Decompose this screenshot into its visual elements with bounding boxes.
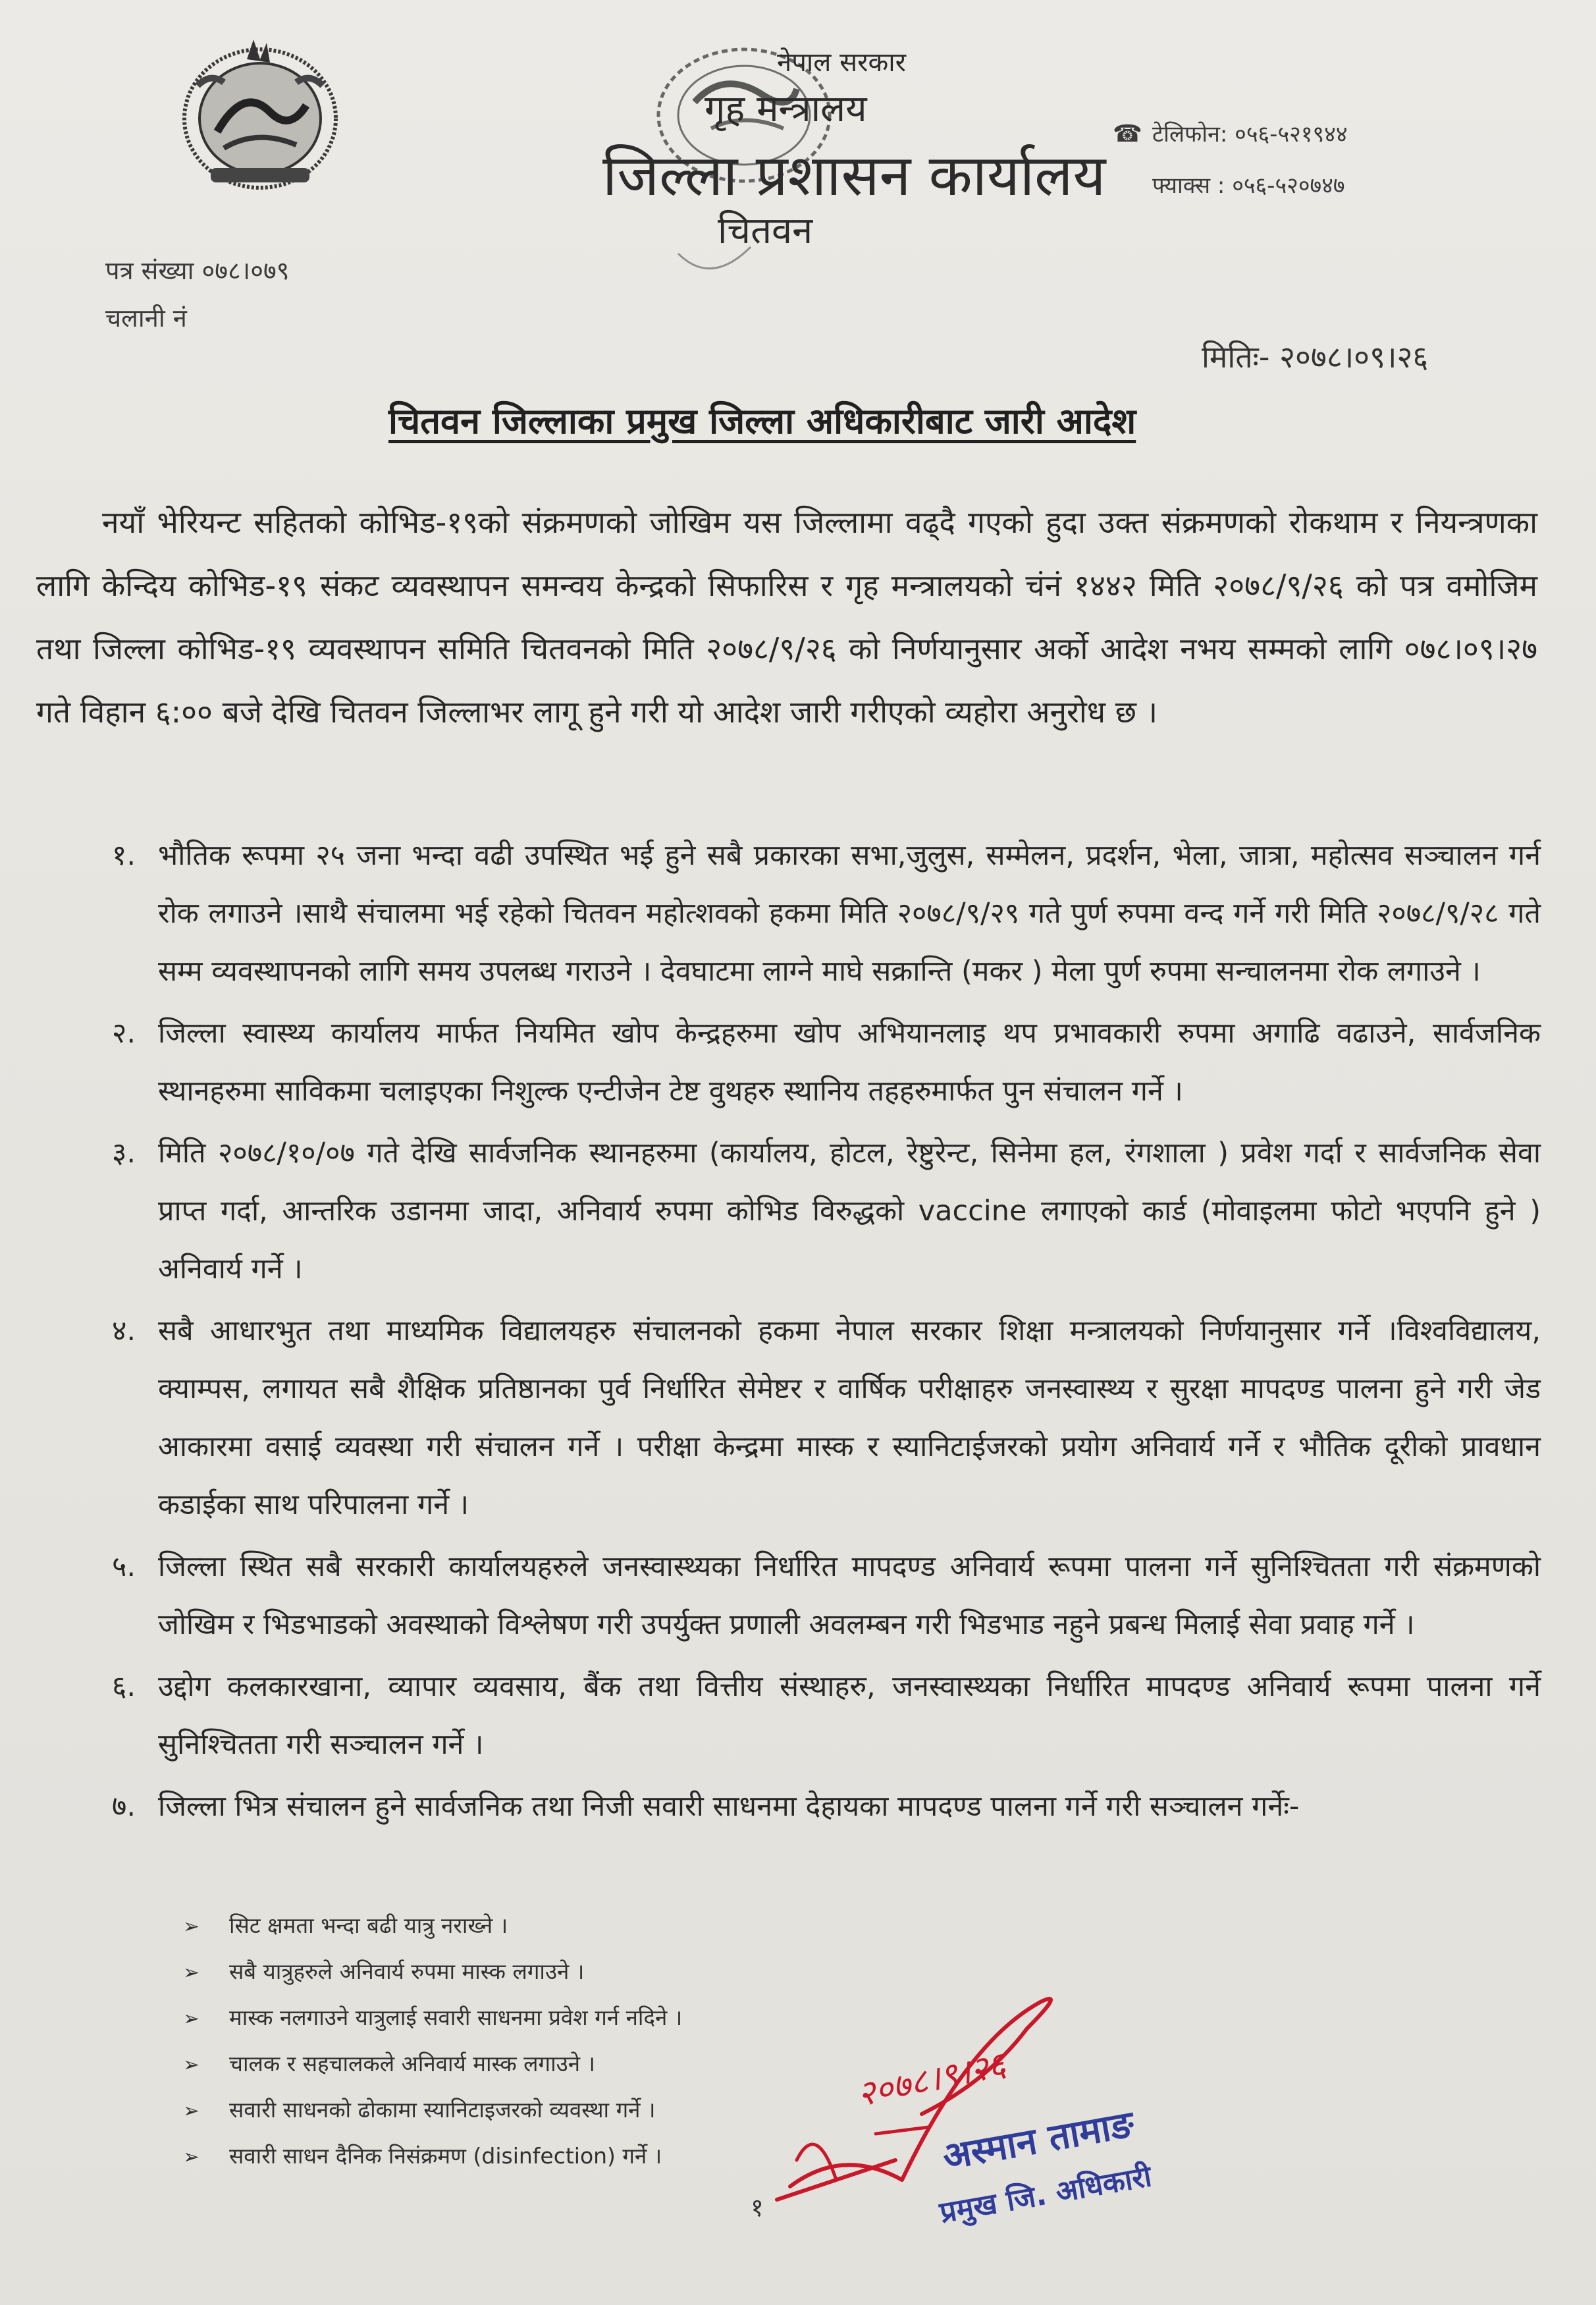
order-item — [112, 1538, 1541, 1654]
document-date: मितिः- २०७८।०९।२६ — [1202, 339, 1429, 375]
sub-item-text: चालक र सहचालकले अनिवार्य मास्क लगाउने । — [229, 2051, 596, 2076]
item-text: जिल्ला भित्र संचालन हुने सार्वजनिक तथा निजी सवारी साधनमा देहायका मापदण्ड पालना गर्ने गरी सञ्चालन गर्नेः- — [158, 1790, 1300, 1823]
item-text: उद्दोग कलकारखाना, व्यापार व्यवसाय, बैंक तथा वित्तीय संस्थाहरु, जनस्वास्थ्यका निर्धारित मापदण्ड अनिवार्य रूपमा पालना गर्ने सुनिश्चितता गरी सञ्चालन गर्ने । — [158, 1670, 1541, 1761]
order-list — [112, 827, 1541, 1839]
sub-item — [183, 1903, 907, 1949]
sub-item-text: सबै यात्रुहरुले अनिवार्य रुपमा मास्क लगाउने । — [229, 1959, 585, 1984]
item-number: ७. — [112, 1790, 136, 1823]
reference-block — [105, 247, 289, 342]
order-item — [112, 1658, 1541, 1774]
office-location: चितवन — [718, 209, 813, 252]
sub-item-text: सवारी साधनको ढोकामा स्यानिटाइजरको व्यवस्था गर्ने । — [229, 2097, 656, 2123]
dispatch-number: चलानी नं — [105, 304, 187, 333]
arrow-bullet-icon: ➢ — [183, 1961, 200, 1984]
item-text: सबै आधारभुत तथा माध्यमिक विद्यालयहरु संचालनको हकमा नेपाल सरकार शिक्षा मन्त्रालयको निर्णयानुसार गर्ने ।विश्वविद्यालय, क्याम्पस, लगायत सबै शैक्षिक प्रतिष्ठानका पुर्व निर्धारित सेमेष्टर र वार्षिक परीक्षाहरु जनस्वास्थ्य र सुरक्षा मापदण्ड पालना हुने गरी जेड आकारमा वसाई व्यवस्था गरी संचालन गर्ने । परीक्षा केन्द्रमा मास्क र स्यानिटाईजरको प्रयोग अनिवार्य गर्ने र भौतिक दूरीको प्रावधान कडाईका साथ परिपालना गर्ने । — [158, 1315, 1541, 1521]
item-text: मिति २०७८/१०/०७ गते देखि सार्वजनिक स्थानहरुमा (कार्यालय, होटल, रेष्टुरेन्ट, सिनेमा हल, रंगशाला ) प्रवेश गर्दा र सार्वजनिक सेवा प्राप्त गर्दा, आन्तरिक उडानमा जादा, अनिवार्य रुपमा कोभिड विरुद्धको vaccine लगाएको कार्ड (मोवाइलमा फोटो भएपनि हुने ) अनिवार्य गर्ने । — [158, 1137, 1541, 1286]
letter-number: पत्र संख्या ०७८।०७९ — [105, 256, 290, 285]
signature-block — [751, 1963, 1277, 2239]
item-number: १. — [112, 839, 136, 872]
signature-date: २०७८।९।२६ — [853, 2044, 1009, 2115]
signatory-designation: प्रमुख जि. अधिकारी — [937, 2159, 1154, 2230]
order-item — [112, 1777, 1541, 1835]
arrow-bullet-icon: ➢ — [183, 2053, 200, 2076]
document-title: चितवन जिल्लाका प्रमुख जिल्ला अधिकारीबाट जारी आदेश — [388, 400, 1136, 442]
sub-item-text: मास्क नलगाउने यात्रुलाई सवारी साधनमा प्रवेश गर्न नदिने । — [229, 2005, 683, 2030]
phone-icon: ☎ — [1113, 121, 1142, 148]
phone-row — [1113, 109, 1348, 160]
item-number: ४. — [112, 1315, 136, 1347]
ministry-name: गृह मन्त्रालय — [705, 88, 867, 130]
item-text: जिल्ला स्थित सबै सरकारी कार्यालयहरुले जनस्वास्थ्यका निर्धारित मापदण्ड अनिवार्य रूपमा पालना गर्ने सुनिश्चितता गरी संक्रमणको जोखिम र भिडभाडको अवस्थाको विश्लेषण गरी उपर्युक्त प्रणाली अवलम्बन गरी भिडभाड नहुने प्रबन्ध मिलाई सेवा प्रवाह गर्ने । — [158, 1550, 1541, 1641]
item-text: जिल्ला स्वास्थ्य कार्यालय मार्फत नियमित खोप केन्द्रहरुमा खोप अभियानलाइ थप प्रभावकारी रुपमा अगाढि वढाउने, सार्वजनिक स्थानहरुमा साविकमा चलाइएका निशुल्क एन्टीजेन टेष्ट वुथहरु स्थानिय तहहरुमार्फत पुन संचालन गर्ने । — [158, 1017, 1541, 1108]
arrow-bullet-icon: ➢ — [183, 2146, 200, 2169]
order-item — [112, 1124, 1541, 1298]
office-name: जिल्ला प्रशासन कार्यालय — [602, 143, 1106, 209]
order-item — [112, 1004, 1541, 1120]
government-line: नेपाल सरकार — [777, 47, 906, 78]
item-number: ३. — [112, 1137, 136, 1170]
fax-row — [1113, 160, 1348, 211]
sub-item-text: सिट क्षमता भन्दा बढी यात्रु नराख्ने । — [229, 1912, 508, 1938]
arrow-bullet-icon: ➢ — [183, 2007, 200, 2030]
signatory-name: अस्मान तामाङ — [940, 2102, 1138, 2179]
item-number: २. — [112, 1017, 136, 1050]
sub-item-text: सवारी साधन दैनिक निसंक्रमण (disinfection) गर्ने । — [229, 2143, 662, 2169]
nepal-emblem-icon — [171, 33, 349, 198]
order-item — [112, 827, 1541, 1000]
fax-number: फ्याक्स : ०५६-५२०७४७ — [1152, 173, 1345, 199]
item-number: ५. — [112, 1550, 136, 1583]
arrow-bullet-icon: ➢ — [183, 2100, 200, 2123]
office-letterhead — [579, 36, 1106, 280]
item-number: ६. — [112, 1670, 136, 1703]
intro-paragraph: नयाँ भेरियन्ट सहितको कोभिड-१९को संक्रमणको जोखिम यस जिल्लामा वढ्दै गएको हुदा उक्त संक्रमणको रोकथाम र नियन्त्रणका लागि केन्दिय कोभिड-१९ संकट व्यवस्थापन समन्वय केन्द्रको सिफारिस र गृह मन्त्रालयको चंनं १४४२ मिति २०७८/९/२६ को पत्र वमोजिम तथा जिल्ला कोभिड-१९ व्यवस्थापन समिति चितवनको मिति २०७८/९/२६ को निर्णयानुसार अर्को आदेश नभय सम्मको लागि ०७८।०९।२७ गते विहान ६:०० बजे देखि चितवन जिल्लाभर लागू हुने गरी यो आदेश जारी गरीएको व्यहोरा अनुरोध छ । — [36, 504, 1537, 730]
item-text: भौतिक रूपमा २५ जना भन्दा वढी उपस्थित भई हुने सबै प्रकारका सभा,जुलुस, सम्मेलन, प्रदर्शन, भेला, जात्रा, महोत्सव सञ्चालन गर्न रोक लगाउने ।साथै संचालमा भई रहेको चितवन महोत्शवको हकमा मिति २०७८/९/२९ गते पुर्ण रुपमा वन्द गर्ने गरी मिति २०७८/९/२८ गते सम्म व्यवस्थापनको लागि समय उपलब्ध गराउने । देवघाटमा लाग्ने माघे सक्रान्ति (मकर ) मेला पुर्ण रुपमा सन्चालनमा रोक लगाउने । — [158, 839, 1541, 988]
contact-info — [1113, 109, 1348, 211]
order-item — [112, 1302, 1541, 1534]
phone-number: टेलिफोन: ०५६-५२१९४४ — [1152, 121, 1348, 148]
page-mark: १ — [751, 2193, 764, 2222]
arrow-bullet-icon: ➢ — [183, 1915, 200, 1938]
